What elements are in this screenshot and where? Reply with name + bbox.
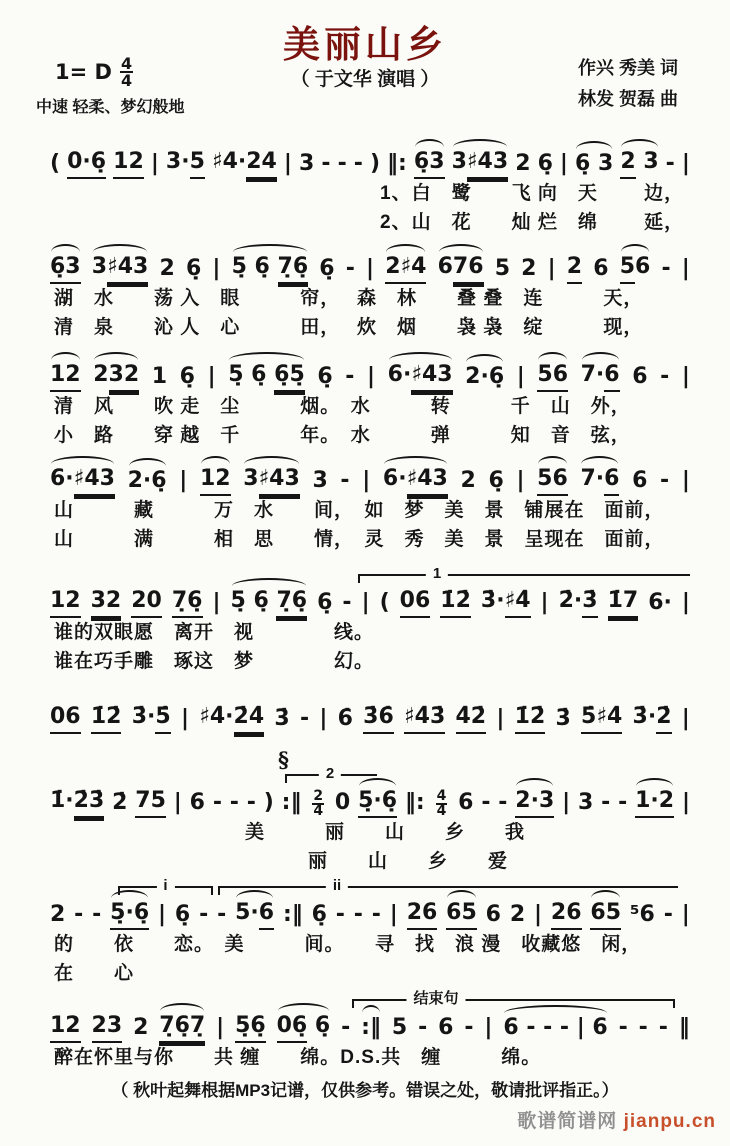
- volta-label: ii: [326, 877, 348, 895]
- lyric-line-2: 谁在巧手雕 琢这 梦 幻。: [54, 651, 375, 672]
- notation-line: 06 1̇2̇ 3̇·5̇ | ♯4̇·2̇4̇ 3̇ - | 6̇ 3̇6̇ ♯4̇3̇ 4̇2̇ | 1̇2̇ 3̇ 5̇♯4̇ 3̇·2̇ |: [50, 700, 690, 734]
- notation-line: 2 - - 5̣·6̣ | 6̣ - - 5·6 :‖ 6̣ - - - | 26 65 6 2 | 26 65 ⁵6 - |: [50, 896, 690, 930]
- footer-note: （ 秋叶起舞根据MP3记谱，仅供参考。错误之处，敬请批评指正。）: [111, 1081, 619, 1100]
- time-signature: $\frac{4}{4}$: [436, 788, 447, 819]
- volta-label: 1: [426, 565, 448, 583]
- music-system-3: [50, 358, 690, 450]
- volta-bracket: [358, 565, 690, 584]
- lyric-line-1: 山 藏 万 水 间， 如 梦 美 景 铺展在 面前，: [54, 500, 665, 521]
- time-signature: $\frac{2}{4}$: [313, 788, 324, 819]
- lyric-line-1: 醉在怀里与你 共 缠 绵。D.S.共 缠 绵。: [54, 1047, 542, 1068]
- music-system-8: [50, 876, 690, 988]
- notation-line: 6·♯43 2·6̣ | 12 3♯43 3 - | 6·♯43 2 6̣ | 56 7·6 6 - |: [50, 462, 690, 496]
- lyric-line-2: 在 心: [54, 963, 135, 984]
- key-label: 1= D: [55, 60, 112, 84]
- score: [50, 145, 690, 1072]
- watermark: [517, 1106, 716, 1133]
- header: [0, 0, 730, 140]
- lyricist-credit: 作兴 秀美 词: [577, 58, 678, 78]
- music-system-4: [50, 462, 690, 554]
- music-system-1: [50, 145, 690, 237]
- notation-line: 6̣3 3♯43 2 6̣ | 5̣ 6̣ 7̣6̣ 6̣ - | 2♯4 676 5 2 | 2 6 56 - |: [50, 250, 690, 284]
- meter-denominator: 4: [120, 71, 133, 90]
- credits: [578, 53, 678, 115]
- notation-line: 12 232 1 6̣ | 5̣ 6̣ 6̣5̣ 6̣ - | 6·♯43 2·6̣ | 56 7·6 6 - |: [50, 358, 690, 392]
- lyric-line-2: 丽 山 乡 爱: [308, 851, 509, 872]
- page-title: 美丽山乡: [283, 24, 447, 65]
- watermark-site-name: 歌谱简谱网: [517, 1111, 618, 1132]
- composer-credit: 林发 贺磊 曲: [577, 89, 678, 109]
- notation-line: ( 0·6̣ 12 | 3·5 ♯4·24 | 3 - - - ) ‖: 6̣3 3♯43 2 6̣ | 6̣ 3 2 3 - |: [50, 145, 690, 179]
- bracket-row: [50, 564, 690, 584]
- music-system-6: [50, 700, 690, 734]
- lyric-line-1: 清 风 吹 走 尘 烟。 水 转 千 山 外，: [54, 396, 631, 417]
- lyric-line-2: 小 路 穿 越 千 年。 水 弹 知 音 弦，: [54, 425, 631, 446]
- segno-icon: §: [278, 747, 289, 772]
- notation-line: 1̇·2̇3̇ 2̇ 75 | 6 - - - ) :‖ $\frac{2}{4}$ 0 5̣·6̣ ‖: $\frac{4}{4}$ 6 - - 2·3 | 3 - - 1·2 |: [50, 788, 690, 819]
- performer-subtitle: （ 于文华 演唱 ）: [290, 69, 440, 90]
- meter-fraction: [120, 56, 133, 88]
- volta-label: 2: [319, 765, 341, 783]
- music-system-9: [50, 989, 690, 1072]
- music-system-2: [50, 250, 690, 342]
- lyric-line-2: 2、山 花 灿 烂 绵 延，: [380, 212, 685, 233]
- volta-label: i: [156, 877, 174, 895]
- meter-numerator: 4: [120, 54, 133, 73]
- watermark-url-link[interactable]: jianpu.cn: [623, 1111, 716, 1132]
- notation-line: 12 32 20 7̣6̣ | 5̣ 6̣ 7̣6̣ 6̣ - | ( 06 1̇2̇ 3̇·♯4̇ | 2̇·3̇ 1̇7 6· |: [50, 584, 690, 618]
- lyric-line-1: 1、白 鹭 飞 向 天 边，: [380, 183, 685, 204]
- music-system-5: [50, 564, 690, 676]
- lyric-line-2: 山 满 相 思 情， 灵 秀 美 景 呈现在 面前，: [54, 529, 665, 550]
- lyric-line-1: 美 丽 山 乡 我: [245, 822, 526, 843]
- notation-line: 12 23 2 7̣6̣7̣ | 5̣6̣ 06̣ 6̣ - :‖ 5 - 6 - | 6 - - - | 6 - - - ‖: [50, 1009, 690, 1043]
- lyric-line-1: 的 依 恋。 美 间。 寻 找 浪 漫 收藏悠 闲，: [54, 934, 642, 955]
- key-signature: [55, 56, 136, 88]
- volta-label: 结束句: [406, 990, 465, 1008]
- lyric-line-1: 谁的双眼愿 离开 视 线。: [54, 622, 375, 643]
- music-system-7: [50, 747, 690, 876]
- tempo-marking: 中速 轻柔、梦幻般地: [36, 99, 185, 116]
- lyric-line-1: 湖 水 荡 入 眼 帘， 森 林 叠 叠 连 天，: [54, 288, 644, 309]
- lyric-line-2: 清 泉 沁 人 心 田， 炊 烟 袅 袅 绽 现，: [54, 317, 644, 338]
